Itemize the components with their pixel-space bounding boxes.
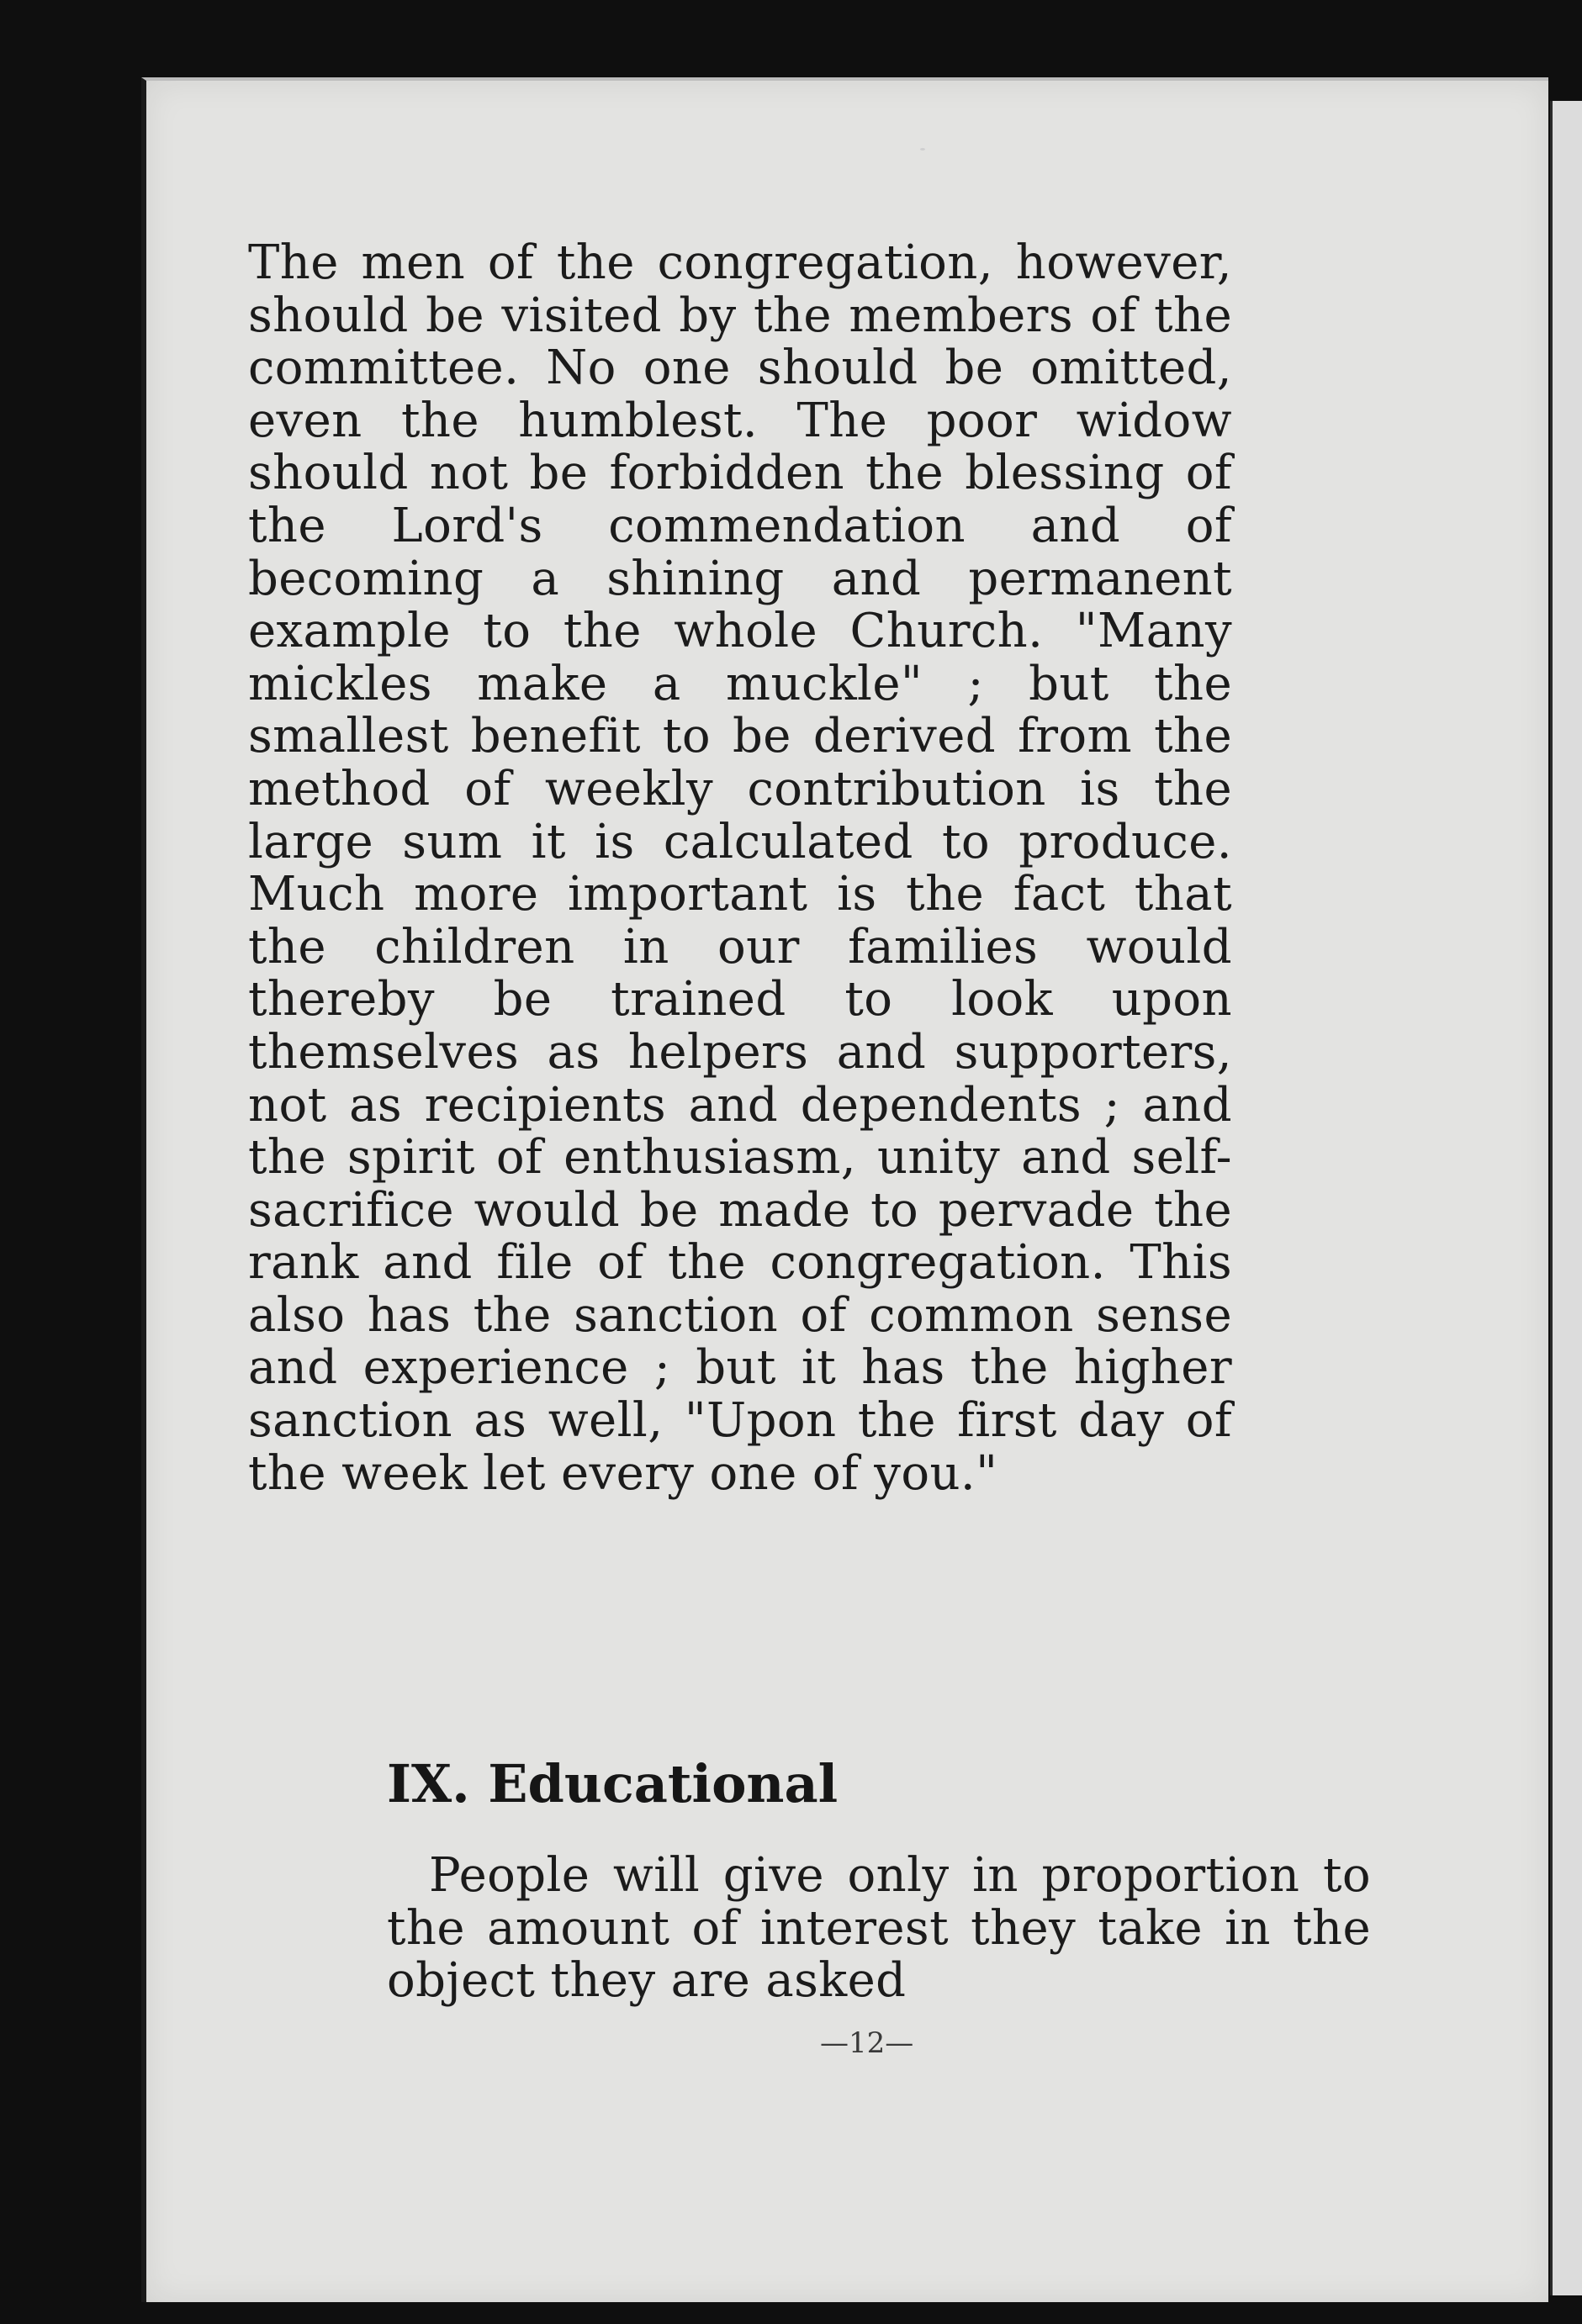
body-paragraph: The men of the congregation, however, should be visited by the members of the committee. No one should be omitted, even the humblest. The poor widow should not be forbidden the blessing of the Lord's commendation and of becoming a shining and permanent example to the whole Church. "Many mickles make a muckle" ; but the smallest benefit to be derived from the method of weekly contribution is the large sum it is calculated to produce. Much more important is the fact that the children in our families would thereby be trained to look upon themselves as helpers and supporters, not as recipients and dependents ; and the spirit of enthusiasm, unity and self-sacrifice would be made to pervade the rank and file of the congregation. This also has the sanction of common sense and experience ; but it has the higher sanction as well, "Upon the first day of the week let every one of you." bbox=[248, 235, 1232, 1501]
adjacent-page-edge bbox=[1550, 101, 1582, 2295]
page-number: —12— bbox=[820, 2026, 914, 2060]
paper-speck bbox=[920, 148, 925, 151]
section-paragraph: People will give only in proportion to the amount of interest they take in the object they are asked bbox=[387, 1848, 1371, 2009]
section-heading: IX. Educational bbox=[387, 1753, 839, 1814]
